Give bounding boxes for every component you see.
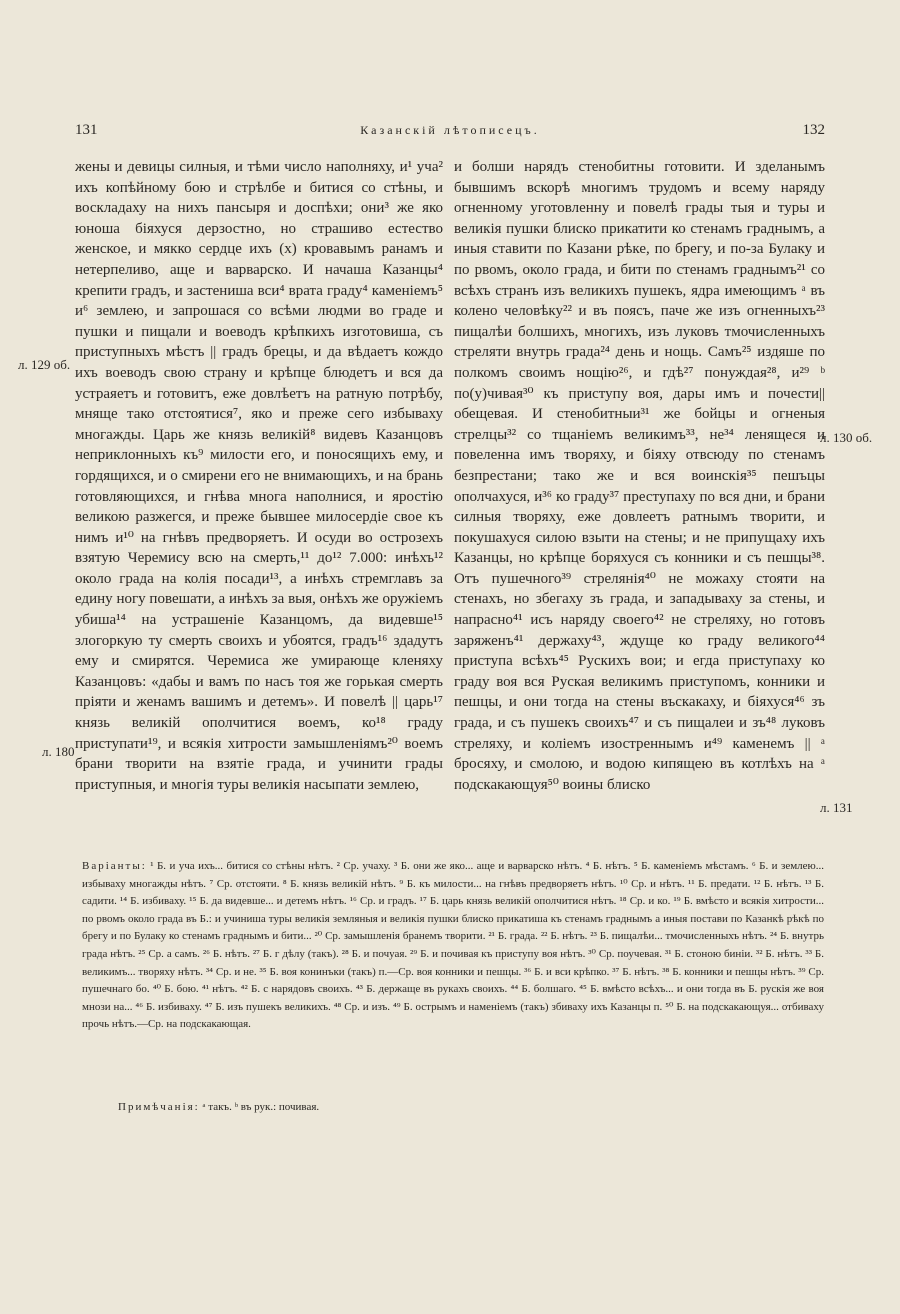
variants-apparatus	[82, 858, 824, 1090]
text-column-left	[75, 157, 443, 837]
remarks	[118, 1101, 818, 1113]
text-column-right	[454, 157, 825, 837]
margin-note-folio-130v: л. 130 об.	[820, 430, 873, 445]
page-number-right: 132	[802, 122, 825, 138]
page-number-left: 131	[75, 122, 98, 138]
page-header	[75, 122, 825, 142]
body-text-left: жены и девицы силныя, и тѣми число наполняху, и¹ уча² ихъ копѣйному бою и стрѣлбе и битися со стѣны, и воскладаху на нихъ пансыря и доспѣхи; они³ же яко юноша біяхуся дерзостно, но страшиво естество женское, и мякко сердце ихъ (х) кровавымъ ранамъ и нетерпеливо, аще и варварско. И начаша Казанцы⁴ крепити градъ, и застениша вси⁴ врата граду⁴ каменіемъ⁵ и⁶ землею, и запрошася со всѣми людми во граде и пушки и пищали и воеводъ крѣпкихъ изготовиша, съ приступныхъ мѣстъ || градъ брецы, и да вѣдаетъ кождо ихъ воеводъ свою страну и крѣпце блюдетъ и вся да устраяетъ и готовитъ, еже довлѣетъ на ратную потрѣбу, мняще тако отстоятися⁷, яко и преже сего избываху многажды. Царь же князь великій⁸ видевъ Казанцовъ неприклонныхъ къ⁹ милости его, и поносящихъ ему, и гордящихся, и о смирени его не внимающихъ, и на брань готовляющихся, и гнѣва многа наполнися, и яростію великою разжегся, и преже бывшее милосердіе свое къ нимъ и¹⁰ на гнѣвъ предворяетъ. И осуди во острозехъ взятую Черемису всю на смерть,¹¹ до¹² 7.000: инѣхъ¹² около града на колія посади¹³, а инѣхъ стремглавъ за едину ногу повешати, а инѣхъ за выя, онѣхъ же оружіемъ убиша¹⁴ на устрашеніе Казанцомъ, да видевше¹⁵ злогоркую ту смерть своихъ и убоятся, градъ¹⁶ здадутъ ему и смирятся. Черемиса же умирающе кленяху Казанцовъ: «дабы и вамъ по насъ тоя же горькая смерть пріяти и женамъ вашимъ и детемъ». И повелѣ || царь¹⁷ князь великій ополчитися воемъ, ко¹⁸ граду приступати¹⁹, и всякія хитрости замышленіямъ²⁰ воемъ брани творити на взятіе града, и учинити грады приступныя, и многія туры великія насыпати землею,	[75, 159, 443, 793]
margin-note-folio-131: л. 131	[820, 800, 853, 815]
remarks-label: Примѣчанія:	[118, 1101, 200, 1113]
margin-note-folio-129v: л. 129 об.	[18, 357, 71, 372]
variants-text: ¹ Б. и уча ихъ... битися со стѣны нѣтъ. ² Ср. учаху. ³ Б. они же яко... аще и варварско нѣтъ. ⁴ Б. нѣтъ. ⁵ Б. каменіемъ мѣстамъ. ⁶ Б. и землею... избываху многажды нѣтъ. ⁷ Ср. отстояти. ⁸ Б. князь великій нѣтъ. ⁹ Б. къ милости... на гнѣвъ предворяетъ нѣтъ. ¹⁰ Ср. и нѣтъ. ¹¹ Б. предати. ¹² Б. нѣтъ. ¹³ Б. садити. ¹⁴ Б. избиваху. ¹⁵ Б. да видевше... и детемъ нѣтъ. ¹⁶ Ср. и градъ. ¹⁷ Б. царь князь великій ополчитися нѣтъ. ¹⁸ Ср. и ко. ¹⁹ Б. вмѣсто и всякія хитрости... по рвомъ около града въ Б.: и учиниша туры великія земляныя и великія пушки блиско прикатиша къ стенамъ граднымъ а иныя постави по Казанкѣ рѣкѣ по брегу и по Булаку ко стенамъ граднымъ и бити... ²⁰ Ср. замышленія бранемъ творити. ²¹ Б. града. ²² Б. нѣтъ. ²³ Б. пищалѣи... тмочисленныхъ нѣтъ. ²⁴ Б. внутрь града нѣтъ. ²⁵ Ср. а самъ. ²⁶ Б. нѣтъ. ²⁷ Б. г дѣлу (такъ). ²⁸ Б. и почуая. ²⁹ Б. и почивая къ приступу воя нѣтъ. ³⁰ Ср. поучевая. ³¹ Б. стоною биніи. ³² Б. нѣтъ. ³³ Б. великимъ... творяху нѣтъ. ³⁴ Ср. и не. ³⁵ Б. воя конинъки (такъ) п.—Ср. воя конники и пешцы. ³⁶ Б. и вси крѣпко. ³⁷ Б. нѣтъ. ³⁸ Б. конники и пешцы нѣтъ. ³⁹ Ср. пушечнаго бо. ⁴⁰ Б. бою. ⁴¹ нѣтъ. ⁴² Б. с нарядовъ своихъ. ⁴³ Б. держаще въ рукахъ своихъ. ⁴⁴ Б. болшаго. ⁴⁵ Б. вмѣсто всѣхъ... и они тогда въ Б. рускія же воя мнози на... ⁴⁶ Б. избиваху. ⁴⁷ Б. изъ пушекъ великихъ. ⁴⁸ Ср. и изъ. ⁴⁹ Б. острымъ и наменіемъ (такъ) збиваху ихъ Казанцы п. ⁵⁰ Б. на подскакающуя... отбиваху прочь нѣтъ.—Ср. на подскакающая.	[82, 860, 824, 1031]
body-text-right: и болши нарядъ стенобитны готовити. И зделанымъ бывшимъ вскорѣ многимъ трудомъ и всему наряду огненному уготовленну и повелѣ грады тыя и туры и великія пушки блиско прикатити ко стенамъ граднымъ, а иныя ставити по Казани рѣке, по брегу, и по-за Булаку и по рвомъ, около града, и бити по стенамъ граднымъ²¹ со всѣхъ странъ изъ великихъ пушекъ, ядра имеющимъ ᵃ въ колено человѣку²² и въ поясъ, паче же изъ огненныхъ²³ пищалѣи болшихъ, многихъ, изъ луковъ тмочисленныхъ стреляти внутрь града²⁴ день и нощь. Самъ²⁵ издяше по полкомъ своимъ нощію²⁶, и гдѣ²⁷ понуждая²⁸, и²⁹ ᵇ по(у)чивая³⁰ къ приступу воя, дары имъ и почести|| обещевая. И стенобитныи³¹ же бойцы и огненыя стрелцы³² со тщаніемъ великимъ³³, не³⁴ ленящеся и повеленна имъ творяху, и біяху отвсюду по стенамъ безпрестани; тако же и вся воинскія³⁵ пешъцы ополчахуся, и³⁶ ко граду³⁷ преступаху по вся дни, и брани силныя творяху, еже довлеетъ ратнымъ творити, и покушахуся силою взыти на стены; и не припущаху ихъ Казанцы, но крѣпце боряхуся съ конники и съ пешцы³⁸. Отъ пушечного³⁹ стрелянія⁴⁰ не можаху стояти на стенахъ, но збегаху зъ града, и западываху за стены, и напрасно⁴¹ исъ наряду своего⁴² не стреляху, но готовъ заряженъ⁴¹ держаху⁴³, ждуще ко граду великого⁴⁴ приступа всѣхъ⁴⁵ Рускихъ вои; и егда приступаху ко граду воя вся Руская великимъ приступомъ, конники и пешцы, и они тогда на стены въскакаху, и біяхуся⁴⁶ зъ града, и съ пушекъ своихъ⁴⁷ и съ пищалеи и зъ⁴⁸ луковъ стреляху, и коліемъ изостреннымъ и⁴⁹ каменемъ || ᵃ бросяху, и смолою, и водою кипящею въ котлѣхъ на ᵃ подскакающуя⁵⁰ воины блиско	[454, 159, 825, 793]
remarks-text: ᵃ такъ. ᵇ въ рук.: почивая.	[202, 1101, 320, 1113]
margin-note-folio-180: л. 180	[42, 744, 75, 759]
variants-label: Варіанты:	[82, 860, 147, 872]
running-title: Казанскій лѣтописецъ.	[360, 123, 540, 137]
